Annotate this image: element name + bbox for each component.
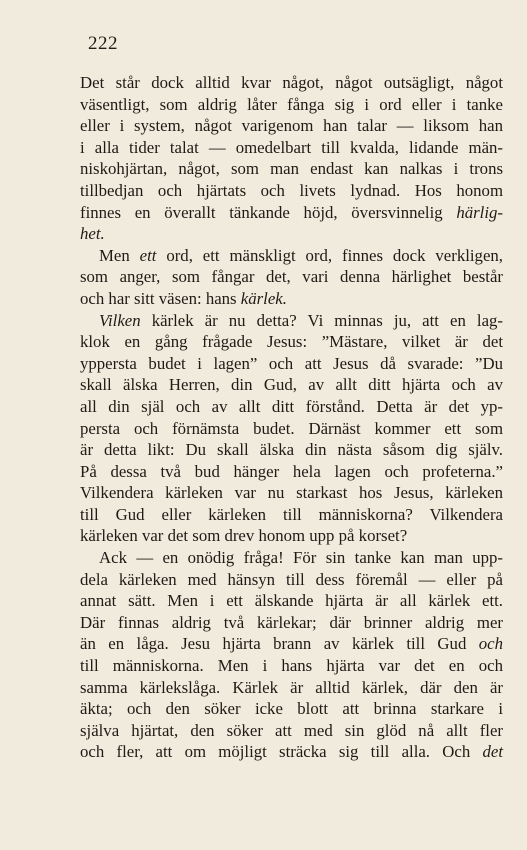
- text-line: annat sätt. Men i ett älskande hjärta är all kärlek ett.: [80, 591, 503, 611]
- text-line: i alla tider talat — omedelbart till kvalda, lidande män-: [80, 137, 503, 157]
- text-line: klok en gång frågade Jesus: ”Mästare, vilket är det: [80, 332, 503, 352]
- page-number: 222: [88, 33, 118, 54]
- text-line: som anger, som fångar det, vari denna härlighet består: [80, 267, 503, 287]
- text-line: Men ett ord, ett mänskligt ord, finnes dock verkligen,: [99, 245, 503, 265]
- text-line: kärleken var det som drev honom upp på korset?: [80, 526, 408, 546]
- text-line: är detta likt: Du skall älska din nästa såsom dig själv.: [80, 440, 503, 460]
- text-line: Det står dock alltid kvar något, något outsägligt, något: [80, 73, 503, 92]
- body-text: [80, 72, 503, 763]
- text-line: och fler, att om möjligt sträcka sig till alla. Och det: [80, 742, 503, 762]
- text-line: dela kärleken med hänsyn till dess föremål — eller på: [80, 569, 503, 589]
- text-line: yppersta budet i lagen” och att Jesus då svarade: ”Du: [80, 353, 503, 373]
- paragraph: [80, 245, 503, 310]
- text-line: och har sitt väsen: hans kärlek.: [80, 288, 287, 308]
- text-line: niskohjärtan, något, som man endast kan nalkas i trons: [80, 159, 503, 179]
- text-line: äkta; och den söker icke blott att brinna starkare i: [80, 699, 503, 719]
- text-line: Vilken kärlek är nu detta? Vi minnas ju, att en lag-: [99, 310, 503, 330]
- text-line: persta och förnämsta budet. Därnäst kommer ett som: [80, 418, 503, 438]
- text-line: eller i system, något varigenom han talar — liksom han: [80, 116, 503, 136]
- text-line: Där finnas aldrig två kärlekar; där brinner aldrig mer: [80, 612, 503, 632]
- paragraph: [80, 310, 503, 548]
- text-line: samma kärlekslåga. Kärlek är alltid kärlek, där den är: [80, 677, 503, 697]
- text-line: tillbedjan och hjärtats och livets lydnad. Hos honom: [80, 180, 503, 200]
- text-line: het.: [80, 224, 105, 244]
- paragraph: [80, 72, 503, 245]
- paragraph: [80, 547, 503, 763]
- text-line: På dessa två bud hänger hela lagen och profeterna.”: [80, 461, 503, 481]
- text-line: väsentligt, som aldrig låter fånga sig i ord eller i tanke: [80, 94, 503, 114]
- text-line: till människorna. Men i hans hjärta var det en och: [80, 656, 503, 676]
- text-line: Vilkendera kärleken var nu starkast hos Jesus, kärleken: [80, 483, 503, 503]
- text-line: skall älska Herren, din Gud, av allt ditt hjärta och av: [80, 375, 503, 395]
- text-line: än en låga. Jesu hjärta brann av kärlek till Gud och: [80, 634, 503, 654]
- text-line: finnes en överallt tänkande höjd, översvinnelig härlig-: [80, 202, 503, 222]
- text-line: själva hjärtat, den söker att med sin glöd nå allt fler: [80, 720, 503, 740]
- text-line: all din själ och av allt ditt förstånd. Detta är det yp-: [80, 396, 503, 416]
- text-line: till Gud eller kärleken till människorna? Vilkendera: [80, 504, 503, 524]
- text-line: Ack — en onödig fråga! För sin tanke kan man upp-: [99, 548, 503, 568]
